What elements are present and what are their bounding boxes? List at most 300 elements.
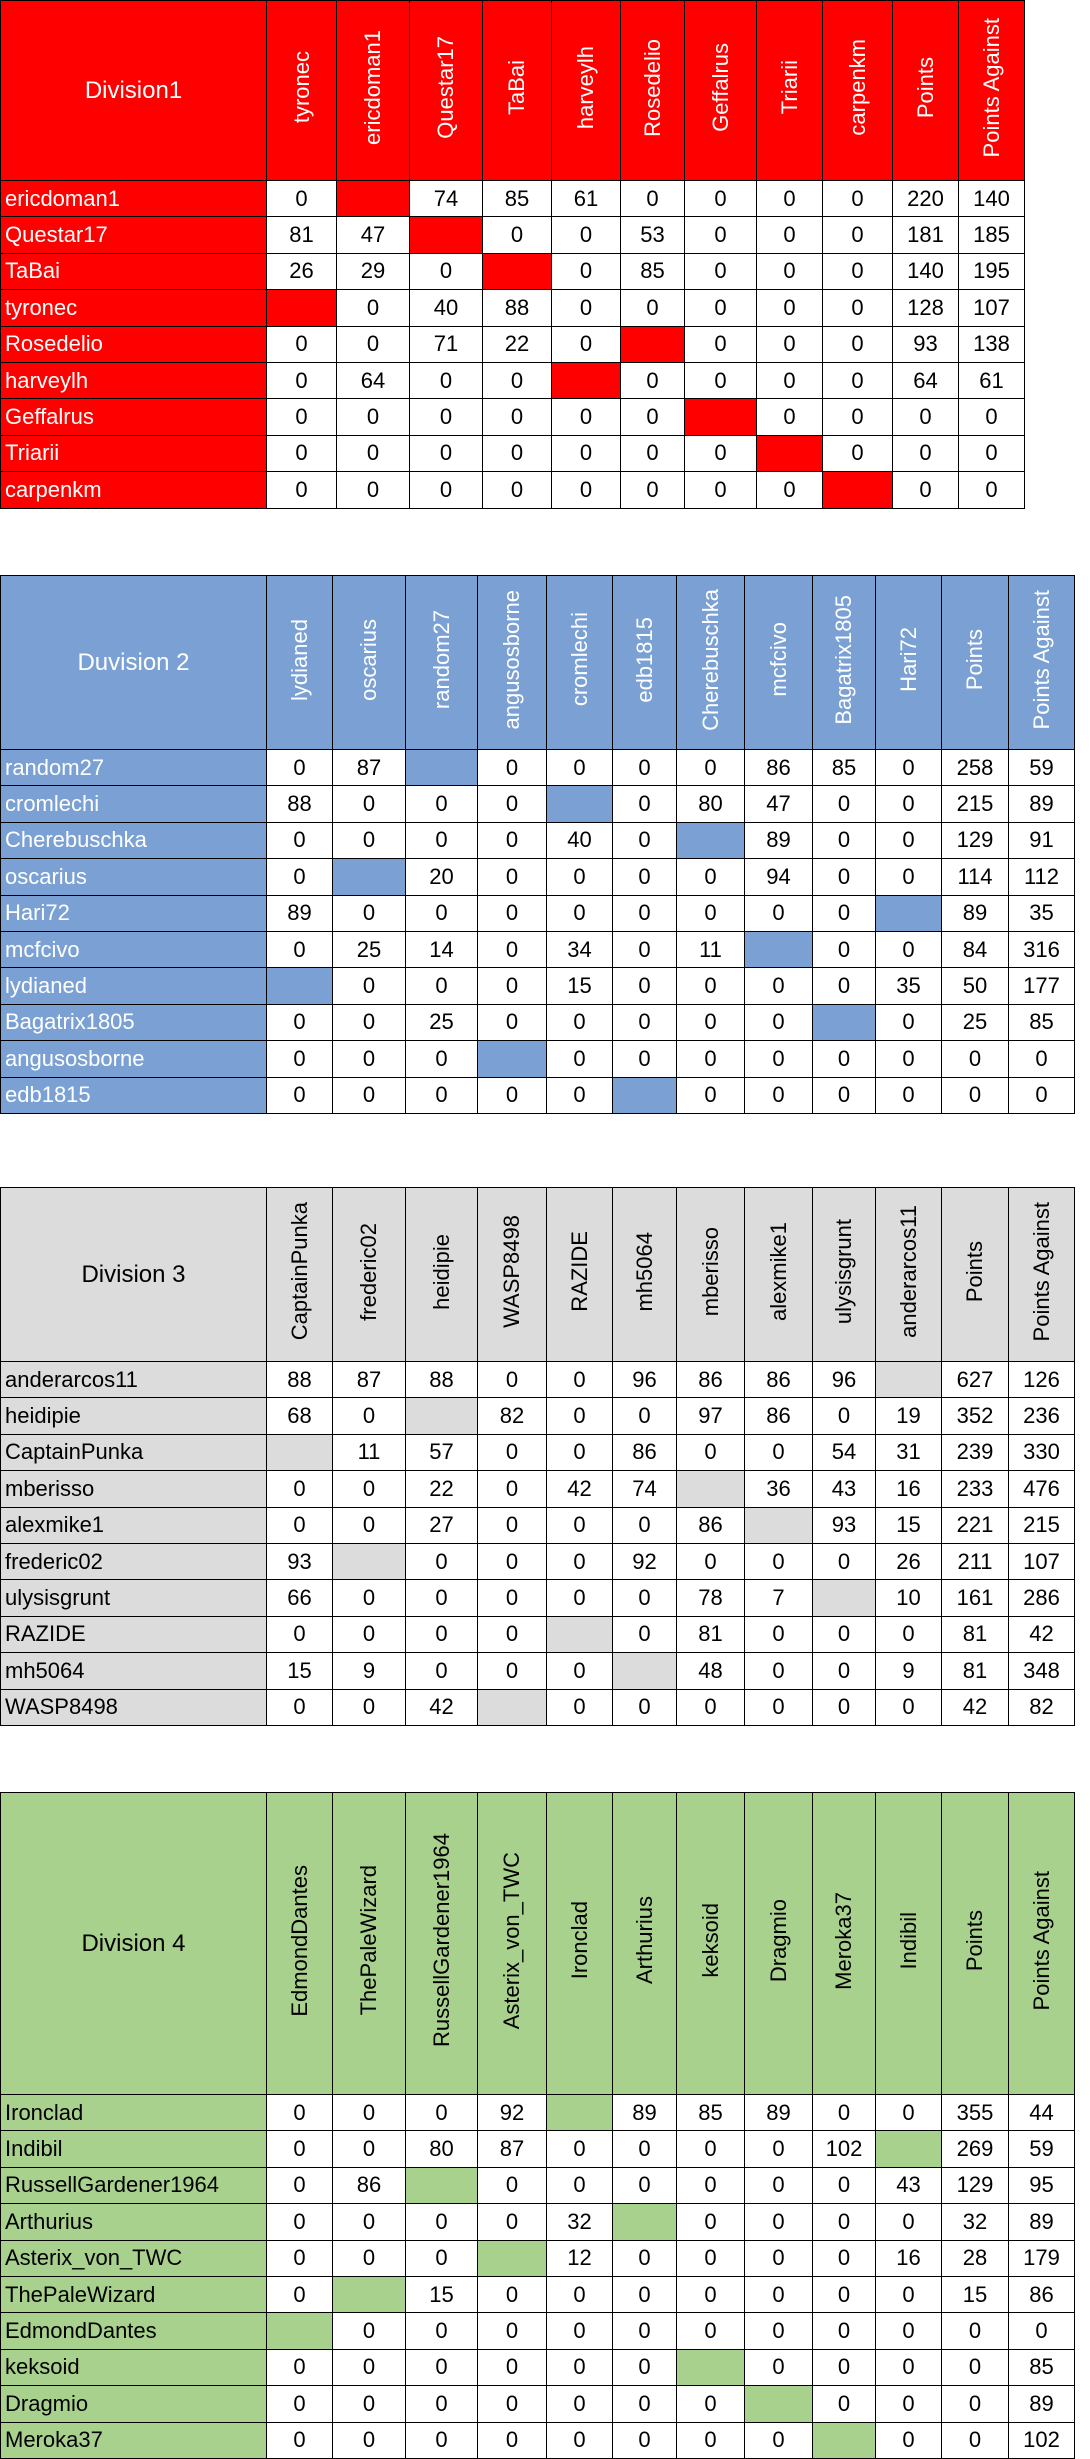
score-cell: 0 [677,895,745,931]
score-cell: 0 [745,2167,813,2203]
score-cell: 0 [333,2386,406,2422]
score-cell: 0 [547,2276,613,2312]
self-match-cell [267,290,337,326]
score-cell: 29 [337,253,410,289]
self-match-cell [745,931,813,967]
score-cell: 107 [959,290,1025,326]
score-cell: 15 [547,968,613,1004]
self-match-cell [333,2276,406,2312]
score-cell: 0 [552,253,621,289]
table-row [1,786,1075,822]
self-match-cell [478,1689,547,1725]
table-row [1,750,1075,786]
self-match-cell [613,2204,677,2240]
division-table-3 [0,1187,1075,1726]
score-cell: 85 [483,181,552,217]
score-cell: 0 [685,290,757,326]
player-name: mcfcivo [1,931,267,967]
score-cell: 22 [406,1471,478,1507]
column-header-label: ulysisgrunt [831,1218,856,1325]
score-cell: 85 [677,2095,745,2131]
player-name: cromlechi [1,786,267,822]
column-header-label: CaptainPunka [286,1202,312,1341]
table-row [1,362,1025,398]
score-cell: 89 [613,2095,677,2131]
column-header [547,1188,613,1362]
score-cell: 81 [942,1653,1009,1689]
score-cell: 0 [813,968,876,1004]
score-cell: 0 [267,2240,333,2276]
score-cell: 81 [677,1616,745,1652]
score-cell: 0 [410,253,483,289]
score-cell: 0 [813,1653,876,1689]
score-cell: 0 [267,2349,333,2385]
score-cell: 15 [876,1507,942,1543]
score-cell: 11 [677,931,745,967]
score-cell: 0 [942,2313,1009,2349]
column-header-label: Triarii [776,60,802,115]
score-cell: 177 [1009,968,1075,1004]
score-cell: 86 [745,1362,813,1398]
column-header [333,1188,406,1362]
self-match-cell [547,2095,613,2131]
score-cell: 68 [267,1398,333,1434]
column-header-label: alexmike1 [765,1221,791,1322]
score-cell: 0 [478,2422,547,2458]
column-header-label: Rosedelio [639,38,665,137]
score-cell: 0 [893,435,959,471]
score-cell: 0 [552,326,621,362]
score-cell: 92 [613,1543,677,1579]
self-match-cell [406,2167,478,2203]
table-row [1,2386,1075,2422]
score-cell: 0 [478,931,547,967]
table-row [1,1471,1075,1507]
score-cell: 91 [1009,822,1075,858]
column-header-label: mberisso [697,1226,723,1317]
player-name: Rosedelio [1,326,267,362]
self-match-cell [333,859,406,895]
score-cell: 0 [547,1543,613,1579]
score-cell: 96 [613,1362,677,1398]
score-cell: 25 [942,1004,1009,1040]
score-cell: 0 [621,362,685,398]
column-header [745,1793,813,2095]
column-header-label: Points Against [978,17,1004,158]
score-cell: 0 [813,2240,876,2276]
table-row [1,895,1075,931]
score-cell: 0 [406,1077,478,1113]
table-row [1,1398,1075,1434]
score-cell: 0 [677,1077,745,1113]
score-cell: 89 [1009,2204,1075,2240]
score-cell: 0 [267,1041,333,1077]
score-cell: 0 [267,2131,333,2167]
score-cell: 0 [406,1041,478,1077]
score-cell: 93 [267,1543,333,1579]
score-cell: 0 [333,895,406,931]
score-cell: 22 [483,326,552,362]
score-cell: 0 [267,399,337,435]
score-cell: 0 [677,1041,745,1077]
score-cell: 0 [685,181,757,217]
score-cell: 0 [621,472,685,508]
score-cell: 0 [813,2167,876,2203]
score-cell: 0 [337,399,410,435]
score-cell: 44 [1009,2095,1075,2131]
column-header [942,1793,1009,2095]
score-cell: 476 [1009,1471,1075,1507]
score-cell: 0 [267,181,337,217]
score-cell: 0 [942,2386,1009,2422]
self-match-cell [745,1507,813,1543]
player-name: carpenkm [1,472,267,508]
column-header-label: TaBai [504,59,529,116]
score-cell: 269 [942,2131,1009,2167]
score-cell: 0 [621,435,685,471]
self-match-cell [613,1077,677,1113]
column-header-label: keksoid [697,1903,723,1978]
score-cell: 0 [406,1616,478,1652]
score-cell: 0 [613,2349,677,2385]
table-row [1,2240,1075,2276]
column-header-label: Dragmio [765,1898,791,1983]
score-cell: 86 [333,2167,406,2203]
score-cell: 0 [613,1398,677,1434]
table-row [1,2276,1075,2312]
score-cell: 0 [478,1471,547,1507]
column-header-label: Cherebuschka [697,588,723,731]
score-cell: 0 [823,181,893,217]
score-cell: 82 [478,1398,547,1434]
score-cell: 93 [813,1507,876,1543]
score-cell: 215 [942,786,1009,822]
score-cell: 71 [410,326,483,362]
score-cell: 138 [959,326,1025,362]
score-cell: 195 [959,253,1025,289]
column-header [621,1,685,181]
score-cell: 0 [333,2204,406,2240]
column-header-label: Points Against [1028,589,1054,730]
score-cell: 85 [1009,2349,1075,2385]
player-name: ericdoman1 [1,181,267,217]
score-cell: 80 [677,786,745,822]
score-cell: 7 [745,1580,813,1616]
score-cell: 61 [552,181,621,217]
score-cell: 0 [267,362,337,398]
score-cell: 0 [677,2204,745,2240]
column-header-label: Asterix_von_TWC [499,1851,524,2030]
score-cell: 0 [745,1004,813,1040]
self-match-cell [547,1616,613,1652]
score-cell: 0 [876,2386,942,2422]
column-header-label: carpenkm [844,39,870,136]
score-cell: 0 [483,217,552,253]
score-cell: 0 [813,1616,876,1652]
player-name: CaptainPunka [1,1434,267,1470]
column-header-label: Questar17 [433,36,458,139]
score-cell: 0 [333,968,406,1004]
score-cell: 0 [406,2422,478,2458]
score-cell: 0 [547,1507,613,1543]
score-cell: 0 [547,2349,613,2385]
score-cell: 0 [613,2313,677,2349]
player-name: Cherebuschka [1,822,267,858]
score-cell: 88 [267,786,333,822]
table-row [1,1616,1075,1652]
score-cell: 11 [333,1434,406,1470]
score-cell: 0 [677,2240,745,2276]
score-cell: 128 [893,290,959,326]
score-cell: 0 [613,822,677,858]
column-header-label: edb1815 [631,616,657,703]
player-name: EdmondDantes [1,2313,267,2349]
score-cell: 0 [410,399,483,435]
score-cell: 220 [893,181,959,217]
score-cell: 0 [876,1689,942,1725]
score-cell: 35 [1009,895,1075,931]
score-cell: 0 [1009,1041,1075,1077]
column-header-label: RAZIDE [566,1231,592,1312]
score-cell: 0 [813,2204,876,2240]
score-cell: 0 [876,2095,942,2131]
score-cell: 0 [333,1077,406,1113]
score-cell: 0 [547,1362,613,1398]
score-cell: 31 [876,1434,942,1470]
score-cell: 74 [410,181,483,217]
score-cell: 0 [677,968,745,1004]
score-cell: 84 [942,931,1009,967]
score-cell: 0 [547,1077,613,1113]
score-cell: 0 [613,1507,677,1543]
score-cell: 0 [333,2095,406,2131]
self-match-cell [823,472,893,508]
score-cell: 94 [745,859,813,895]
self-match-cell [333,1543,406,1579]
score-cell: 0 [757,181,823,217]
column-header [406,576,478,750]
table-row [1,290,1025,326]
score-cell: 97 [677,1398,745,1434]
score-cell: 88 [267,1362,333,1398]
self-match-cell [685,399,757,435]
score-cell: 0 [823,435,893,471]
column-header-label: Points [962,1909,987,1972]
column-header [267,1,337,181]
score-cell: 0 [613,1004,677,1040]
score-cell: 0 [745,2131,813,2167]
score-cell: 0 [267,326,337,362]
score-cell: 0 [337,435,410,471]
score-cell: 28 [942,2240,1009,2276]
table-row [1,326,1025,362]
score-cell: 19 [876,1398,942,1434]
score-cell: 0 [876,822,942,858]
score-cell: 89 [942,895,1009,931]
score-cell: 87 [333,1362,406,1398]
score-cell: 89 [745,2095,813,2131]
column-header-label: ericdoman1 [360,30,385,145]
score-cell: 0 [745,1434,813,1470]
score-cell: 61 [959,362,1025,398]
division-title: Duvision 2 [1,576,267,750]
self-match-cell [876,2131,942,2167]
score-cell: 43 [876,2167,942,2203]
score-cell: 0 [613,1689,677,1725]
score-cell: 0 [876,2422,942,2458]
score-cell: 0 [478,2386,547,2422]
score-cell: 0 [876,2313,942,2349]
score-cell: 0 [333,1004,406,1040]
score-cell: 0 [478,895,547,931]
score-cell: 0 [406,2313,478,2349]
column-header [677,1793,745,2095]
player-name: Triarii [1,435,267,471]
column-header [613,1188,677,1362]
player-name: alexmike1 [1,1507,267,1543]
score-cell: 0 [613,1616,677,1652]
score-cell: 57 [406,1434,478,1470]
score-cell: 0 [876,1041,942,1077]
score-cell: 0 [876,2349,942,2385]
score-cell: 0 [267,1507,333,1543]
table-row [1,253,1025,289]
player-name: heidipie [1,1398,267,1434]
table-row [1,1689,1075,1725]
score-cell: 14 [406,931,478,967]
score-cell: 330 [1009,1434,1075,1470]
score-cell: 0 [876,1616,942,1652]
score-cell: 0 [813,859,876,895]
division-title: Division1 [1,1,267,181]
column-header [337,1,410,181]
score-cell: 258 [942,750,1009,786]
score-cell: 32 [547,2204,613,2240]
score-cell: 0 [333,1507,406,1543]
score-cell: 40 [547,822,613,858]
player-name: Questar17 [1,217,267,253]
score-cell: 0 [813,1041,876,1077]
score-cell: 0 [267,2204,333,2240]
self-match-cell [621,326,685,362]
column-header [478,576,547,750]
score-cell: 0 [547,2131,613,2167]
self-match-cell [552,362,621,398]
score-cell: 161 [942,1580,1009,1616]
table-row [1,181,1025,217]
score-cell: 87 [478,2131,547,2167]
score-cell: 89 [1009,786,1075,822]
score-cell: 16 [876,1471,942,1507]
column-header-label: anderarcos11 [895,1205,921,1338]
self-match-cell [677,822,745,858]
score-cell: 26 [876,1543,942,1579]
score-cell: 92 [478,2095,547,2131]
score-cell: 0 [333,786,406,822]
score-cell: 0 [685,435,757,471]
score-cell: 129 [942,2167,1009,2203]
player-name: Hari72 [1,895,267,931]
score-cell: 59 [1009,750,1075,786]
self-match-cell [478,2240,547,2276]
score-cell: 0 [823,290,893,326]
table-row [1,2095,1075,2131]
column-header [613,1793,677,2095]
score-cell: 0 [267,472,337,508]
table-row [1,2422,1075,2458]
column-header [478,1793,547,2095]
score-cell: 236 [1009,1398,1075,1434]
self-match-cell [613,1653,677,1689]
column-header [677,576,745,750]
table-row [1,1004,1075,1040]
table-row [1,435,1025,471]
score-cell: 0 [942,1041,1009,1077]
column-header-label: Points [962,628,987,691]
score-cell: 0 [333,1041,406,1077]
score-cell: 25 [406,1004,478,1040]
player-name: Indibil [1,2131,267,2167]
player-name: ThePaleWizard [1,2276,267,2312]
self-match-cell [677,2349,745,2385]
score-cell: 0 [757,399,823,435]
score-cell: 233 [942,1471,1009,1507]
score-cell: 102 [813,2131,876,2167]
score-cell: 0 [613,2276,677,2312]
score-cell: 0 [552,290,621,326]
score-cell: 179 [1009,2240,1075,2276]
score-cell: 107 [1009,1543,1075,1579]
table-row [1,2204,1075,2240]
score-cell: 0 [267,2276,333,2312]
score-cell: 0 [876,786,942,822]
score-cell: 0 [745,1041,813,1077]
self-match-cell [757,435,823,471]
score-cell: 0 [757,472,823,508]
score-cell: 102 [1009,2422,1075,2458]
player-name: edb1815 [1,1077,267,1113]
score-cell: 0 [267,822,333,858]
self-match-cell [876,1362,942,1398]
player-name: Ironclad [1,2095,267,2131]
score-cell: 0 [406,786,478,822]
column-header-label: random27 [428,609,454,710]
score-cell: 0 [547,2167,613,2203]
column-header-label: mcfcivo [765,622,791,697]
score-cell: 0 [547,1580,613,1616]
score-cell: 0 [942,1077,1009,1113]
score-cell: 0 [483,435,552,471]
score-cell: 0 [685,253,757,289]
column-header [876,1188,942,1362]
score-cell: 10 [876,1580,942,1616]
score-cell: 0 [483,362,552,398]
column-header-label: Hari72 [895,627,921,692]
score-cell: 0 [745,895,813,931]
table-row [1,1507,1075,1543]
score-cell: 0 [333,2313,406,2349]
score-cell: 0 [478,1616,547,1652]
score-cell: 0 [267,750,333,786]
player-name: RussellGardener1964 [1,2167,267,2203]
score-cell: 0 [745,1543,813,1579]
table-row [1,1041,1075,1077]
score-cell: 0 [613,786,677,822]
score-cell: 0 [406,2095,478,2131]
score-cell: 0 [813,822,876,858]
column-header [547,576,613,750]
score-cell: 89 [267,895,333,931]
